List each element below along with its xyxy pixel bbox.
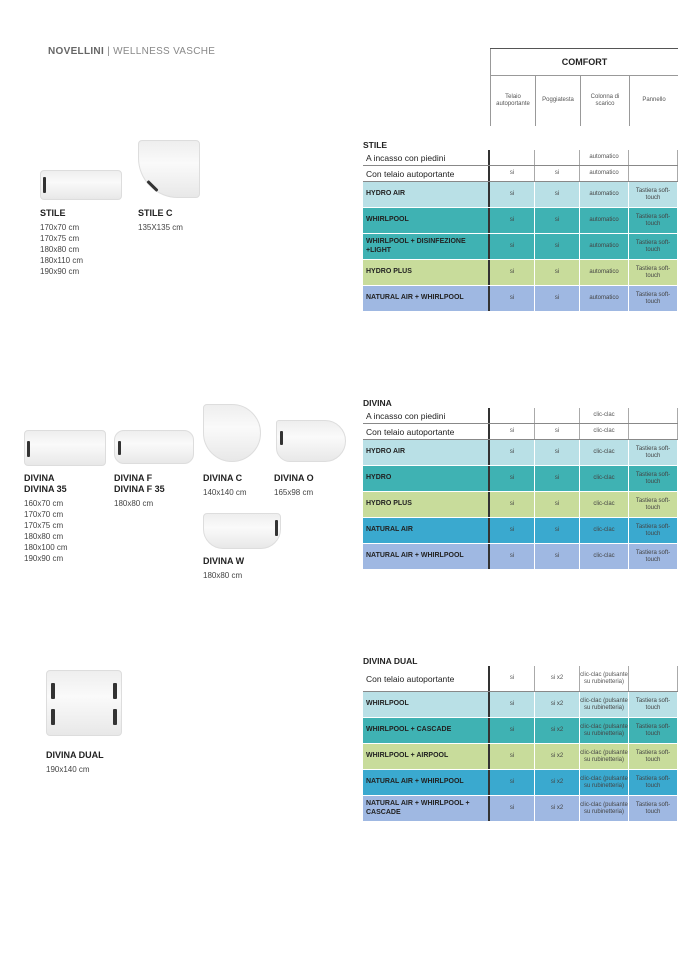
table-cell [629,166,678,181]
table-cell: Tastiera soft-touch [629,544,678,569]
product-size: 165x98 cm [274,488,314,497]
table-cell: clic-clac (pulsante su rubinetteria) [580,796,629,821]
table-cell: Tastiera soft-touch [629,440,678,465]
table-cell: Tastiera soft-touch [629,260,678,285]
table-cell: clic-clac (pulsante su rubinetteria) [580,744,629,769]
table-cell: si [490,518,535,543]
table-cell [629,424,678,439]
table-row [363,718,678,744]
product-name: DIVINA F 35 [114,484,165,494]
table-divina-dual [363,656,678,822]
table-cell: Tastiera soft-touch [629,796,678,821]
table-row [363,150,678,166]
table-cell: automatico [580,150,629,165]
product-size: 170x75 cm [24,521,64,530]
table-divina [363,398,678,570]
table-cell: Tastiera soft-touch [629,286,678,311]
brand: NOVELLINI [48,46,105,57]
product-size: 170x75 cm [40,234,80,243]
row-label: Con telaio autoportante [363,666,490,691]
table-cell: clic-clac [580,518,629,543]
table-cell: si x2 [535,796,580,821]
table-title: STILE [363,140,388,150]
table-cell: si [535,544,580,569]
product-divina-f [114,473,165,509]
table-cell: Tastiera soft-touch [629,518,678,543]
product-name: STILE [40,208,66,218]
table-cell: Tastiera soft-touch [629,744,678,769]
table-row [363,208,678,234]
table-cell: si [535,182,580,207]
column-header: Colonna di scarico [580,76,629,126]
product-size: 160x70 cm [24,499,64,508]
table-cell: si [535,440,580,465]
table-cell: si [490,234,535,259]
table-cell: si [535,286,580,311]
table-row [363,234,678,260]
table-cell: si [490,166,535,181]
row-label: Con telaio autoportante [363,166,490,181]
table-cell: clic-clac (pulsante su rubinetteria) [580,666,629,691]
divina-o-image [276,420,346,462]
table-row [363,408,678,424]
row-label: HYDRO AIR [363,440,490,465]
table-cell: clic-clac (pulsante su rubinetteria) [580,718,629,743]
table-cell [535,408,580,423]
table-cell: si [535,260,580,285]
table-cell: Tastiera soft-touch [629,718,678,743]
table-cell: automatico [580,260,629,285]
product-size: 180x80 cm [114,499,154,508]
column-header: Pannello [629,76,678,126]
divina-f-image [114,430,194,464]
row-label: HYDRO PLUS [363,492,490,517]
divina-dual-image [46,670,122,736]
product-size: 180x110 cm [40,256,83,265]
table-cell: clic-clac [580,492,629,517]
table-row [363,544,678,570]
table-cell: si [535,208,580,233]
table-cell [490,408,535,423]
comfort-title: COMFORT [490,49,678,76]
row-label: HYDRO [363,466,490,491]
row-label: Con telaio autoportante [363,424,490,439]
table-row [363,666,678,692]
product-size: 180x80 cm [40,245,80,254]
stile-image [40,170,122,200]
table-row [363,796,678,822]
table-row [363,182,678,208]
row-label: WHIRLPOOL + AIRPOOL [363,744,490,769]
table-cell: automatico [580,208,629,233]
table-cell: si [490,424,535,439]
row-label: WHIRLPOOL + CASCADE [363,718,490,743]
row-label: HYDRO AIR [363,182,490,207]
product-size: 190x90 cm [40,267,80,276]
table-cell: si [490,260,535,285]
table-cell: automatico [580,166,629,181]
table-cell: Tastiera soft-touch [629,208,678,233]
table-cell [629,666,678,691]
row-label: WHIRLPOOL + DISINFEZIONE +LIGHT [363,234,490,259]
column-header: Telaio autoportante [490,76,535,126]
product-size: 170x70 cm [24,510,64,519]
table-cell: Tastiera soft-touch [629,234,678,259]
table-cell: si [490,796,535,821]
table-cell: si [535,424,580,439]
table-cell: si [490,440,535,465]
table-title: DIVINA DUAL [363,656,418,666]
table-cell: si [490,744,535,769]
table-cell [629,408,678,423]
row-label: NATURAL AIR + WHIRLPOOL + CASCADE [363,796,490,821]
divina-image [24,430,106,466]
product-divina-w [203,556,244,581]
table-cell: clic-clac [580,466,629,491]
table-cell: si x2 [535,744,580,769]
table-cell: si [490,770,535,795]
table-cell: clic-clac [580,408,629,423]
product-name: DIVINA C [203,473,243,483]
table-cell: si x2 [535,770,580,795]
product-divina-dual [46,750,104,775]
product-divina-o [274,473,314,498]
table-cell: si [535,234,580,259]
row-label: HYDRO PLUS [363,260,490,285]
table-cell: si [490,544,535,569]
table-cell: Tastiera soft-touch [629,466,678,491]
row-label: A incasso con piedini [363,150,490,165]
table-cell [535,150,580,165]
table-cell: automatico [580,286,629,311]
table-cell [629,150,678,165]
table-cell: Tastiera soft-touch [629,692,678,717]
product-name: DIVINA F [114,473,153,483]
table-cell: si [535,466,580,491]
product-stile [40,208,83,277]
table-cell: automatico [580,182,629,207]
table-cell [490,150,535,165]
divina-c-image [203,404,261,462]
table-cell: si [490,466,535,491]
table-row [363,166,678,182]
table-cell: Tastiera soft-touch [629,492,678,517]
row-label: NATURAL AIR [363,518,490,543]
table-row [363,440,678,466]
row-label: NATURAL AIR + WHIRLPOOL [363,544,490,569]
divina-w-image [203,513,281,549]
table-cell: si [535,166,580,181]
product-size: 180x100 cm [24,543,68,552]
row-label: A incasso con piedini [363,408,490,423]
product-name: DIVINA O [274,473,314,483]
section-title: WELLNESS VASCHE [113,46,216,57]
product-name: DIVINA W [203,556,245,566]
table-stile [363,140,678,312]
table-row [363,424,678,440]
row-label: WHIRLPOOL [363,692,490,717]
product-divina [24,473,68,564]
column-header: Poggiatesta [535,76,580,126]
product-size: 170x70 cm [40,223,80,232]
table-cell: si [490,208,535,233]
row-label: NATURAL AIR + WHIRLPOOL [363,770,490,795]
comfort-header [490,48,678,126]
product-stile-c [138,208,183,233]
product-name: DIVINA [24,473,55,483]
table-cell: si x2 [535,692,580,717]
product-size: 140x140 cm [203,488,247,497]
table-row [363,518,678,544]
stile-c-image [138,140,200,198]
table-cell: si [535,492,580,517]
product-name: STILE C [138,208,173,218]
product-name: DIVINA 35 [24,484,67,494]
product-size: 135X135 cm [138,223,183,232]
table-cell: automatico [580,234,629,259]
table-cell: si [490,492,535,517]
table-cell: si x2 [535,718,580,743]
page-header [48,46,215,57]
table-row [363,770,678,796]
product-divina-c [203,473,247,498]
row-label: NATURAL AIR + WHIRLPOOL [363,286,490,311]
product-size: 190x90 cm [24,554,64,563]
table-cell: si [490,692,535,717]
row-label: WHIRLPOOL [363,208,490,233]
product-name: DIVINA DUAL [46,750,104,760]
table-row [363,744,678,770]
table-cell: si [490,666,535,691]
table-row [363,260,678,286]
product-size: 190x140 cm [46,765,90,774]
table-row [363,286,678,312]
table-row [363,692,678,718]
table-cell: Tastiera soft-touch [629,182,678,207]
table-cell: clic-clac (pulsante su rubinetteria) [580,770,629,795]
table-cell: Tastiera soft-touch [629,770,678,795]
table-cell: clic-clac (pulsante su rubinetteria) [580,692,629,717]
table-title: DIVINA [363,398,392,408]
table-cell: si x2 [535,666,580,691]
table-cell: si [490,182,535,207]
product-size: 180x80 cm [203,571,243,580]
product-size: 180x80 cm [24,532,64,541]
separator: | [107,46,111,57]
table-cell: clic-clac [580,440,629,465]
table-cell: si [535,518,580,543]
table-cell: si [490,286,535,311]
table-row [363,466,678,492]
table-cell: clic-clac [580,424,629,439]
table-cell: clic-clac [580,544,629,569]
table-cell: si [490,718,535,743]
table-row [363,492,678,518]
